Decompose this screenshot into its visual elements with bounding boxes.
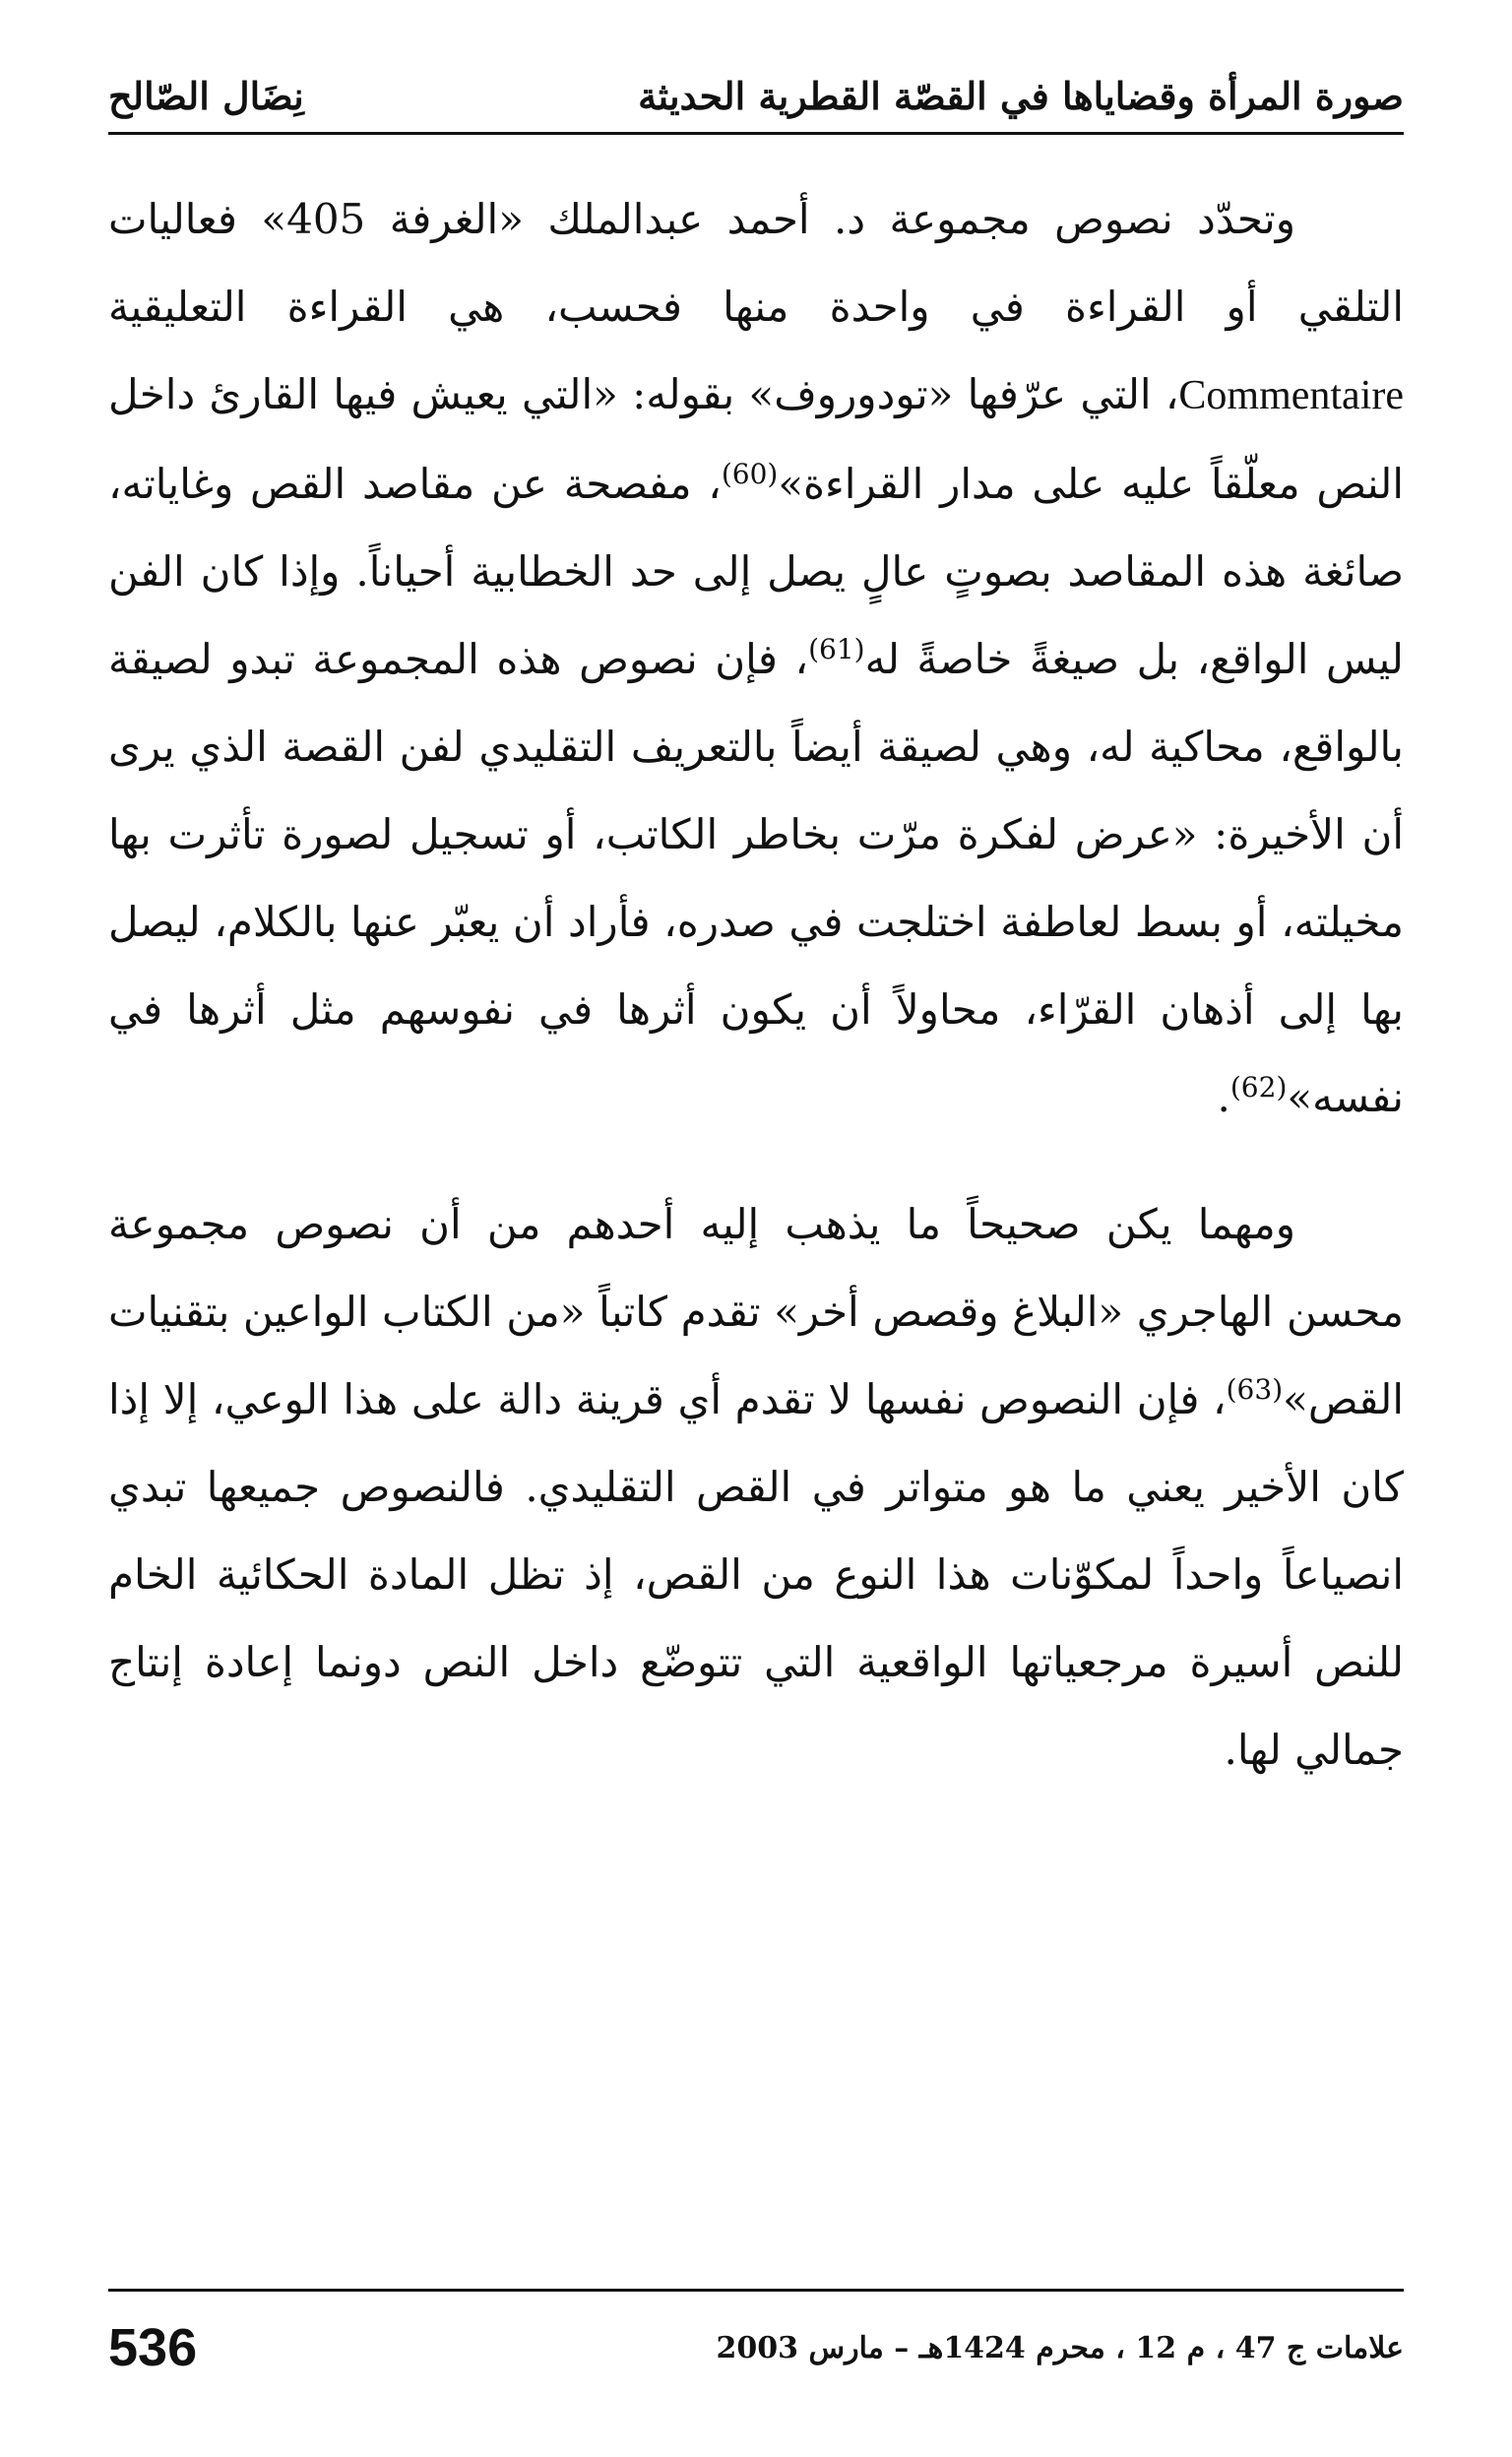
running-header bbox=[108, 59, 1404, 118]
paragraph bbox=[108, 175, 1404, 1141]
running-footer bbox=[108, 2308, 1404, 2387]
body-text bbox=[108, 175, 1404, 1794]
text-run: ، مفصحة عن مقاصد القص وغاياته، صائغة هذه المقاصد بصوتٍ عالٍ يصل إلى حد الخطابية أحياناً. وإذا كان الفن ليس الواقع، بل صيغةً خاصةً له bbox=[108, 460, 1404, 683]
text-run: ومهما يكن صحيحاً ما يذهب إليه أحدهم من أن نصوص مجموعة محسن الهاجري «البلاغ وقصص أخر» تقدم كاتباً «من الكتاب الواعين بتقنيات القص» bbox=[108, 1200, 1405, 1423]
header-rule bbox=[108, 132, 1404, 135]
text-run: ، فإن النصوص نفسها لا تقدم أي قرينة دالة على هذا الوعي، إلا إذا كان الأخير يعني ما هو متواتر في القص التقليدي. فالنصوص جميعها تبدي انصياعاً واحداً لمكوّنات هذا النوع من القص، إذ تظل المادة الحكائية الخام للنص أسيرة مرجعياتها الواقعية التي تتوضّع داخل النص دونما إعادة إنتاج جمالي لها. bbox=[108, 1375, 1404, 1774]
header-title: صورة المرأة وقضاياها في القصّة القطرية الحديثة bbox=[638, 74, 1404, 118]
text-run: ، فإن نصوص هذه المجموعة تبدو لصيقة بالواقع، محاكية له، وهي لصيقة أيضاً بالتعريف التقليدي لفن القصة الذي يرى أن الأخيرة: «عرض لفكرة مرّت بخاطر الكاتب، أو تسجيل لصورة تأثرت بها مخيلته، أو بسط لعاطفة اختلجت في صدره، فأراد أن يعبّر عنها بالكلام، ليصل بها إلى أذهان القرّاء، محاولاً أن يكون أثرها في نفوسهم مثل أثرها في نفسه» bbox=[108, 635, 1404, 1121]
footnote-marker: (63) bbox=[1226, 1373, 1284, 1406]
latin-term: Commentaire bbox=[1178, 373, 1404, 418]
paragraph bbox=[108, 1180, 1404, 1794]
footnote-marker: (62) bbox=[1229, 1071, 1288, 1103]
text-run: . bbox=[1217, 1073, 1230, 1121]
footnote-marker: (61) bbox=[808, 633, 865, 665]
text-run: وتحدّد نصوص مجموعة د. أحمد عبدالملك «الغرفة 405» فعاليات التلقي أو القراءة في واحدة منها فحسب، هي القراءة التعليقية bbox=[108, 195, 1405, 331]
footnote-marker: (60) bbox=[721, 458, 779, 490]
footer-rule bbox=[108, 2289, 1404, 2292]
page-number: 536 bbox=[108, 2318, 198, 2377]
header-author: نِضَال الصّالح bbox=[108, 74, 304, 118]
text-run: ، التي عرّفها «تودوروف» بقوله: «التي يعيش فيها القارئ داخل النص معلّقاً عليه على مدار القراءة» bbox=[108, 370, 1404, 508]
journal-reference: علامات ج 47 ، م 12 ، محرم 1424هـ – مارس 2003 bbox=[716, 2330, 1404, 2365]
